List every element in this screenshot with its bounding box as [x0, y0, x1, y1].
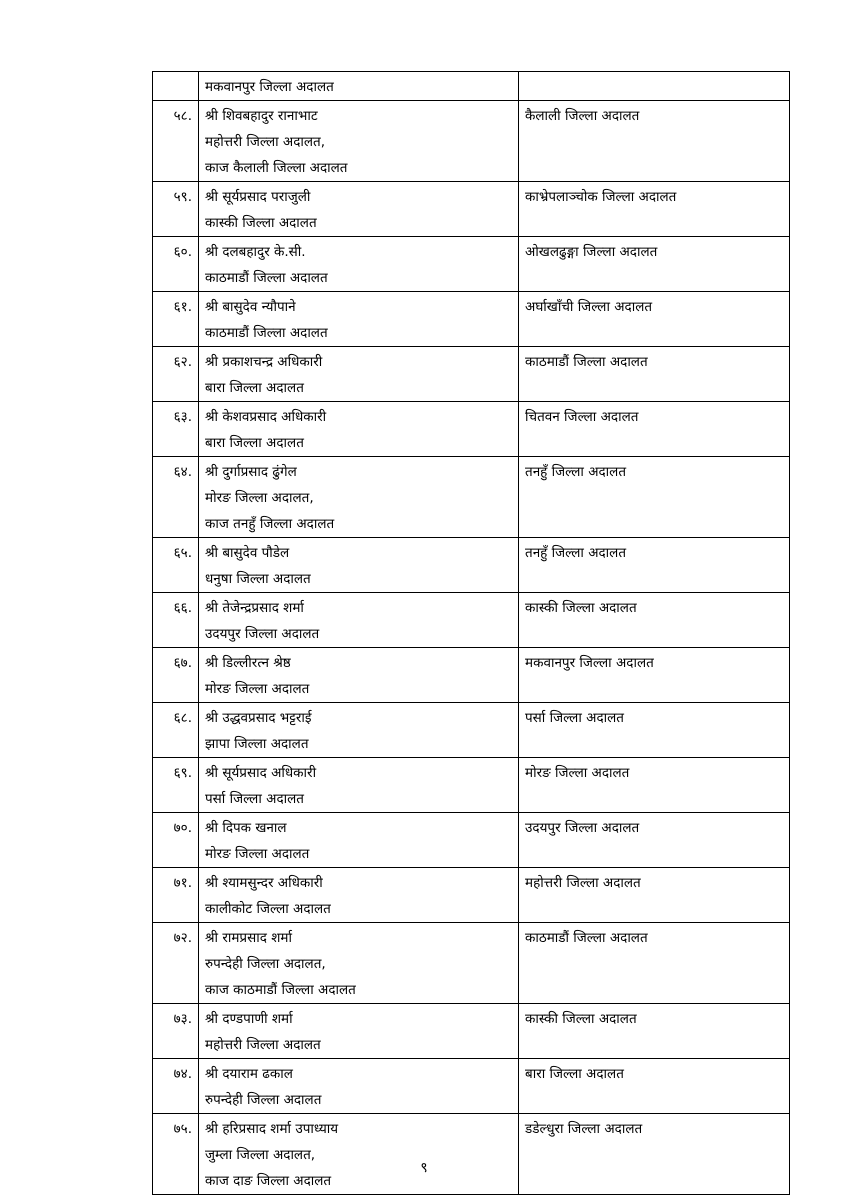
page-number: ९	[420, 1160, 428, 1176]
judge-name: श्री बासुदेव पौडेल	[205, 545, 290, 561]
judge-name: श्री दयाराम ढकाल	[205, 1066, 293, 1082]
table-row	[153, 347, 790, 402]
table-row	[153, 758, 790, 813]
judge-name: श्री श्यामसुन्दर अधिकारी	[205, 875, 323, 891]
current-court-line: काठमाडौं जिल्ला अदालत	[205, 270, 328, 286]
serial-number-cell: ६२.	[153, 347, 199, 402]
current-court-line: महोत्तरी जिल्ला अदालत	[205, 1037, 321, 1053]
serial-number-cell: ६५.	[153, 538, 199, 593]
current-court-line: काठमाडौं जिल्ला अदालत	[205, 325, 328, 341]
serial-number-cell: ७०.	[153, 813, 199, 868]
transferred-court-cell: उदयपुर जिल्ला अदालत	[519, 813, 790, 868]
transferred-court-cell: तनहुँ जिल्ला अदालत	[519, 538, 790, 593]
transferred-court-cell: चितवन जिल्ला अदालत	[519, 402, 790, 457]
current-court-line: मोरङ जिल्ला अदालत	[205, 846, 310, 862]
transferred-court-cell: काठमाडौं जिल्ला अदालत	[519, 347, 790, 402]
transferred-court-cell: महोत्तरी जिल्ला अदालत	[519, 868, 790, 923]
name-and-current-court-cell	[199, 758, 519, 813]
judge-name: श्री दण्डपाणी शर्मा	[205, 1011, 293, 1027]
judge-name: श्री सूर्यप्रसाद पराजुली	[205, 189, 311, 205]
transfer-table	[152, 71, 790, 1195]
name-and-current-court-cell	[199, 237, 519, 292]
judge-name: श्री केशवप्रसाद अधिकारी	[205, 409, 327, 425]
current-court-line: जुम्ला जिल्ला अदालत,	[205, 1147, 316, 1163]
name-and-current-court-cell	[199, 292, 519, 347]
serial-number-cell: ७४.	[153, 1059, 199, 1114]
table-row	[153, 457, 790, 538]
current-court-line: उदयपुर जिल्ला अदालत	[205, 626, 320, 642]
name-and-current-court-cell	[199, 593, 519, 648]
judge-name: श्री शिवबहादुर रानाभाट	[205, 108, 318, 124]
judge-name: श्री बासुदेव न्यौपाने	[205, 299, 296, 315]
current-court-line: मोरङ जिल्ला अदालत	[205, 681, 310, 697]
current-court-line: काज दाङ जिल्ला अदालत	[205, 1173, 332, 1189]
transferred-court-cell: मकवानपुर जिल्ला अदालत	[519, 648, 790, 703]
current-court-line: धनुषा जिल्ला अदालत	[205, 571, 311, 587]
serial-number-cell: ६९.	[153, 758, 199, 813]
name-and-current-court-cell	[199, 648, 519, 703]
transferred-court-cell: तनहुँ जिल्ला अदालत	[519, 457, 790, 538]
current-court-line: मोरङ जिल्ला अदालत,	[205, 490, 314, 506]
judge-name: श्री डिल्लीरत्न श्रेष्ठ	[205, 655, 291, 671]
transfer-table-body	[153, 72, 790, 1195]
transferred-court-cell: कास्की जिल्ला अदालत	[519, 1004, 790, 1059]
document-page	[152, 71, 789, 1195]
current-court-line: पर्सा जिल्ला अदालत	[205, 791, 304, 807]
current-court-line: कास्की जिल्ला अदालत	[205, 215, 317, 231]
table-row	[153, 923, 790, 1004]
table-row	[153, 402, 790, 457]
judge-name: श्री प्रकाशचन्द्र अधिकारी	[205, 354, 323, 370]
name-and-current-court-cell	[199, 457, 519, 538]
table-row	[153, 703, 790, 758]
judge-name: श्री दिपक खनाल	[205, 820, 287, 836]
serial-number-cell: ६४.	[153, 457, 199, 538]
name-and-current-court-cell	[199, 538, 519, 593]
table-row	[153, 538, 790, 593]
table-row	[153, 813, 790, 868]
current-court-line: काज तनहुँ जिल्ला अदालत	[205, 516, 335, 532]
name-and-current-court-cell	[199, 703, 519, 758]
transferred-court-cell: काठमाडौं जिल्ला अदालत	[519, 923, 790, 1004]
current-court-line: महोत्तरी जिल्ला अदालत,	[205, 134, 326, 150]
current-court-line: बारा जिल्ला अदालत	[205, 435, 304, 451]
current-court-line: रुपन्देही जिल्ला अदालत,	[205, 956, 326, 972]
serial-number-cell	[153, 72, 199, 101]
serial-number-cell: ६३.	[153, 402, 199, 457]
table-row	[153, 1004, 790, 1059]
judge-name: श्री सूर्यप्रसाद अधिकारी	[205, 765, 317, 781]
serial-number-cell: ६०.	[153, 237, 199, 292]
current-court-line: काज कैलाली जिल्ला अदालत	[205, 160, 348, 176]
judge-name: श्री तेजेन्द्रप्रसाद शर्मा	[205, 600, 304, 616]
current-court-line: कालीकोट जिल्ला अदालत	[205, 901, 331, 917]
judge-name: मकवानपुर जिल्ला अदालत	[205, 79, 334, 95]
judge-name: श्री हरिप्रसाद शर्मा उपाध्याय	[205, 1121, 339, 1137]
transferred-court-cell: काभ्रेपलाञ्चोक जिल्ला अदालत	[519, 182, 790, 237]
table-row	[153, 648, 790, 703]
current-court-line: काज काठमाडौं जिल्ला अदालत	[205, 982, 356, 998]
table-row	[153, 182, 790, 237]
name-and-current-court-cell	[199, 923, 519, 1004]
serial-number-cell: ५८.	[153, 101, 199, 182]
transferred-court-cell: पर्सा जिल्ला अदालत	[519, 703, 790, 758]
judge-name: श्री उद्धवप्रसाद भट्टराई	[205, 710, 312, 726]
table-row	[153, 292, 790, 347]
name-and-current-court-cell	[199, 402, 519, 457]
transferred-court-cell: डडेल्धुरा जिल्ला अदालत	[519, 1114, 790, 1195]
table-row	[153, 1059, 790, 1114]
table-row	[153, 237, 790, 292]
table-row	[153, 868, 790, 923]
serial-number-cell: ७१.	[153, 868, 199, 923]
current-court-line: बारा जिल्ला अदालत	[205, 380, 304, 396]
judge-name: श्री रामप्रसाद शर्मा	[205, 930, 292, 946]
serial-number-cell: ७३.	[153, 1004, 199, 1059]
serial-number-cell: ६७.	[153, 648, 199, 703]
judge-name: श्री दलबहादुर के.सी.	[205, 244, 306, 260]
judge-name: श्री दुर्गाप्रसाद ढुंगेल	[205, 464, 297, 480]
transferred-court-cell: बारा जिल्ला अदालत	[519, 1059, 790, 1114]
transferred-court-cell: कैलाली जिल्ला अदालत	[519, 101, 790, 182]
name-and-current-court-cell	[199, 1059, 519, 1114]
name-and-current-court-cell	[199, 101, 519, 182]
table-row	[153, 593, 790, 648]
serial-number-cell: ६१.	[153, 292, 199, 347]
table-row	[153, 72, 790, 101]
transferred-court-cell	[519, 72, 790, 101]
serial-number-cell: ६६.	[153, 593, 199, 648]
name-and-current-court-cell	[199, 72, 519, 101]
serial-number-cell: ७२.	[153, 923, 199, 1004]
transferred-court-cell: ओखलढुङ्गा जिल्ला अदालत	[519, 237, 790, 292]
serial-number-cell: ७५.	[153, 1114, 199, 1195]
name-and-current-court-cell	[199, 347, 519, 402]
name-and-current-court-cell	[199, 1114, 519, 1195]
name-and-current-court-cell	[199, 868, 519, 923]
transferred-court-cell: अर्घाखाँची जिल्ला अदालत	[519, 292, 790, 347]
current-court-line: झापा जिल्ला अदालत	[205, 736, 309, 752]
serial-number-cell: ५९.	[153, 182, 199, 237]
name-and-current-court-cell	[199, 1004, 519, 1059]
transferred-court-cell: कास्की जिल्ला अदालत	[519, 593, 790, 648]
current-court-line: रुपन्देही जिल्ला अदालत	[205, 1092, 322, 1108]
serial-number-cell: ६८.	[153, 703, 199, 758]
table-row	[153, 1114, 790, 1195]
name-and-current-court-cell	[199, 182, 519, 237]
name-and-current-court-cell	[199, 813, 519, 868]
table-row	[153, 101, 790, 182]
transferred-court-cell: मोरङ जिल्ला अदालत	[519, 758, 790, 813]
